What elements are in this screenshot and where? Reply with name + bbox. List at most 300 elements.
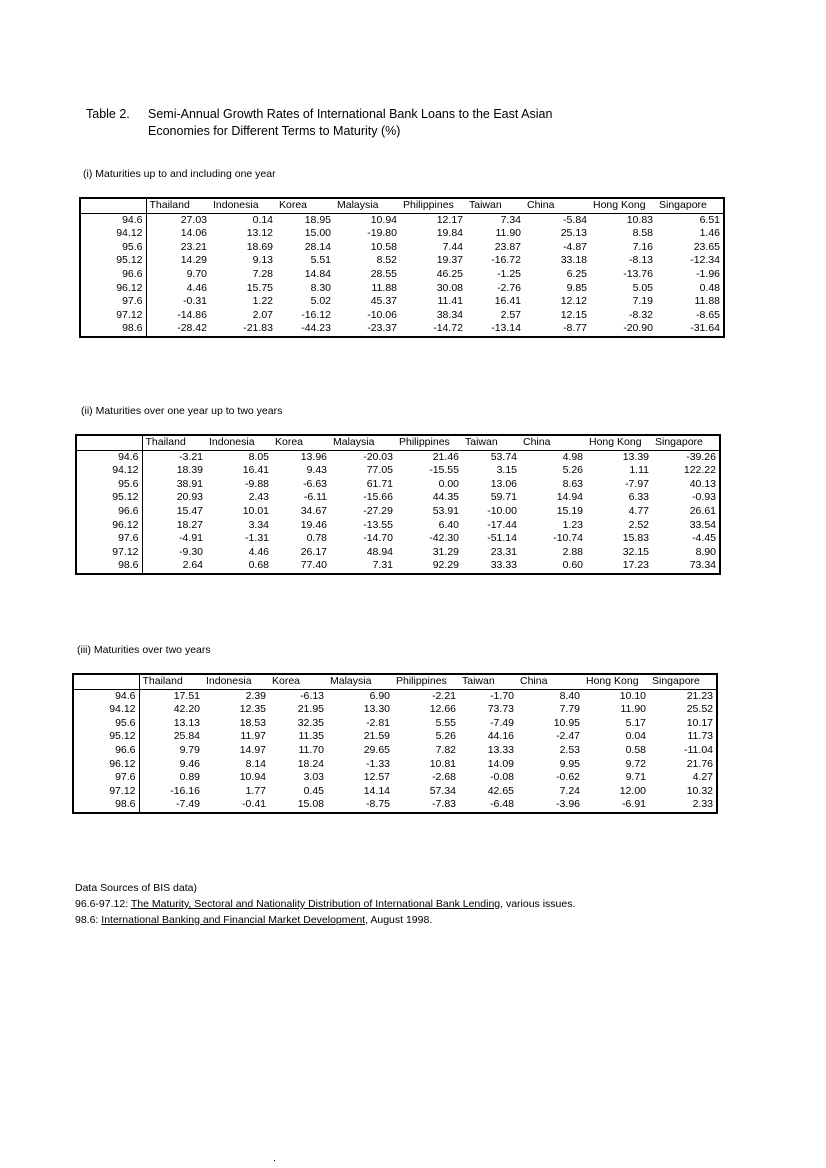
table-cell: -7.49 (176, 798, 200, 811)
header-row (76, 435, 720, 450)
table-cell: 32.15 (622, 545, 649, 558)
table-row (73, 689, 717, 703)
table-cell: 13.96 (300, 450, 327, 463)
table-cell: 42.20 (173, 703, 200, 716)
table-cell: 1.22 (252, 295, 273, 308)
table-row (76, 505, 720, 519)
table-row (76, 559, 720, 574)
table-cell: -1.96 (696, 267, 720, 280)
table-cell: 34.67 (300, 504, 327, 517)
table-cell: 15.47 (176, 504, 203, 517)
source-1-suffix: , various issues. (500, 898, 576, 910)
table-cell: 6.33 (628, 491, 649, 504)
table-cell: 10.01 (242, 504, 269, 517)
table-cell: 10.32 (686, 784, 713, 797)
source-1-period: 96.6-97.12: (75, 898, 131, 910)
table-cell: 73.73 (487, 703, 514, 716)
table-cell: 42.65 (487, 784, 514, 797)
column-header: Malaysia (334, 198, 400, 213)
table-cell: 18.69 (246, 240, 273, 253)
table-cell: 10.94 (239, 771, 266, 784)
growth-table-medium-term (75, 434, 721, 575)
table-cell: -1.25 (497, 267, 521, 280)
row-label: 96.12 (80, 282, 146, 296)
table-cell: 14.09 (487, 757, 514, 770)
table-row (80, 309, 724, 323)
column-header: Hong Kong (583, 674, 649, 689)
column-header: China (524, 198, 590, 213)
table-cell: 9.13 (252, 254, 273, 267)
table-cell: -7.97 (625, 477, 649, 490)
row-label: 98.6 (80, 322, 146, 337)
table-cell: 26.17 (300, 545, 327, 558)
column-header: China (517, 674, 583, 689)
table-cell: -17.44 (487, 518, 517, 531)
table-cell: 26.61 (689, 504, 716, 517)
table-cell: 16.41 (494, 295, 521, 308)
source-1-title: The Maturity, Sectoral and Nationality Distribution of International Bank Lending (130, 898, 501, 910)
table-cell: -42.30 (429, 532, 459, 545)
table-cell: 9.70 (186, 267, 207, 280)
table-cell: 11.88 (694, 295, 720, 308)
table-row (80, 241, 724, 255)
column-header: Malaysia (327, 674, 393, 689)
table-cell: -16.72 (491, 254, 521, 267)
table-cell: 23.31 (490, 545, 517, 558)
table-cell: 2.52 (628, 518, 649, 531)
table-cell: 15.75 (246, 281, 273, 294)
table-cell: -6.11 (303, 491, 327, 504)
table-cell: 4.98 (562, 450, 583, 463)
row-label: 95.6 (73, 717, 139, 731)
table-cell: -10.74 (553, 532, 583, 545)
table-cell: 13.06 (490, 477, 517, 490)
table-cell: 9.72 (625, 757, 646, 770)
table-row (73, 703, 717, 717)
table-cell: 9.79 (179, 743, 200, 756)
column-header: China (520, 435, 586, 450)
column-header: Hong Kong (590, 198, 656, 213)
row-label: 97.6 (76, 532, 142, 546)
table-cell: -10.06 (367, 308, 397, 321)
row-label: 95.12 (80, 254, 146, 268)
table-cell: 57.34 (429, 784, 456, 797)
row-label: 95.6 (76, 478, 142, 492)
table-cell: -8.13 (629, 254, 653, 267)
table-cell: 14.29 (180, 254, 207, 267)
table-cell: 2.07 (252, 308, 273, 321)
table-row (76, 519, 720, 533)
table-cell: 12.57 (363, 771, 390, 784)
table-cell: 33.54 (689, 518, 716, 531)
table-cell: 10.58 (370, 240, 397, 253)
table-cell: -8.75 (366, 798, 390, 811)
table-row (76, 546, 720, 560)
table-cell: 23.87 (494, 240, 521, 253)
table-cell: -11.04 (684, 743, 713, 756)
table-cell: 19.46 (300, 518, 327, 531)
table-cell: -5.84 (563, 213, 587, 226)
table-cell: -51.14 (487, 532, 517, 545)
table-cell: 2.43 (248, 491, 269, 504)
table-cell: 27.03 (180, 213, 207, 226)
table-cell: 15.08 (297, 798, 324, 811)
table-cell: -14.72 (433, 322, 463, 335)
table-row (80, 227, 724, 241)
table-row (73, 758, 717, 772)
table-cell: 7.82 (435, 743, 456, 756)
table-cell: -21.83 (243, 322, 273, 335)
table-row (76, 478, 720, 492)
column-header: Korea (272, 435, 330, 450)
row-label: 95.12 (76, 491, 142, 505)
table-cell: 3.34 (248, 518, 269, 531)
table-cell: -4.45 (692, 532, 716, 545)
row-label: 95.12 (73, 730, 139, 744)
table-cell: 77.40 (300, 559, 327, 572)
table-cell: 25.84 (173, 730, 200, 743)
row-label: 98.6 (73, 798, 139, 813)
table-cell: 23.65 (693, 240, 720, 253)
source-2-title: International Banking and Financial Market Development (101, 914, 366, 926)
table-cell: 11.90 (495, 227, 521, 240)
table-cell: 11.73 (687, 730, 713, 743)
column-header: Indonesia (206, 435, 272, 450)
table-cell: 12.35 (239, 703, 266, 716)
row-label: 95.6 (80, 241, 146, 255)
table-cell: 19.84 (436, 227, 463, 240)
table-cell: 16.41 (242, 464, 269, 477)
table-cell: -44.23 (301, 322, 331, 335)
table-cell: -0.31 (183, 295, 207, 308)
table-title (86, 106, 552, 140)
table-row (73, 717, 717, 731)
table-cell: 10.95 (553, 716, 580, 729)
column-header: Indonesia (203, 674, 269, 689)
table-cell: 14.94 (556, 491, 583, 504)
table-cell: -9.30 (179, 545, 203, 558)
header-corner (80, 198, 146, 213)
table-cell: 13.13 (173, 716, 200, 729)
table-cell: 38.91 (176, 477, 203, 490)
table-cell: -8.65 (696, 308, 720, 321)
table-cell: -2.76 (497, 281, 521, 294)
table-cell: 1.77 (245, 784, 266, 797)
table-cell: 14.06 (180, 227, 207, 240)
table-cell: 15.00 (304, 227, 331, 240)
table-cell: -4.87 (563, 240, 587, 253)
table-cell: 28.14 (304, 240, 331, 253)
table-cell: 46.25 (436, 267, 463, 280)
table-cell: 33.33 (490, 559, 517, 572)
table-row (80, 282, 724, 296)
table-cell: 45.37 (370, 295, 397, 308)
column-header: Singapore (656, 198, 724, 213)
table-cell: 18.95 (304, 213, 331, 226)
table-cell: 92.29 (432, 559, 459, 572)
table-cell: 11.70 (298, 743, 324, 756)
table-cell: 10.17 (686, 716, 713, 729)
table-cell: 9.85 (566, 281, 587, 294)
caption-table-1: (i) Maturities up to and including one year (83, 168, 276, 180)
column-header: Thailand (146, 198, 210, 213)
table-cell: -15.55 (429, 464, 459, 477)
column-header: Singapore (652, 435, 720, 450)
table-cell: 5.26 (562, 464, 583, 477)
table-cell: 77.05 (366, 464, 393, 477)
table-cell: 73.34 (689, 559, 716, 572)
table-cell: 12.00 (619, 784, 646, 797)
table-cell: 0.60 (562, 559, 583, 572)
caption-table-2: (ii) Maturities over one year up to two years (81, 405, 283, 417)
table-cell: 2.39 (245, 689, 266, 702)
header-row (80, 198, 724, 213)
table-cell: 13.33 (487, 743, 514, 756)
row-label: 97.6 (73, 771, 139, 785)
table-cell: -10.00 (487, 504, 517, 517)
table-cell: 48.94 (366, 545, 393, 558)
table-cell: 14.97 (239, 743, 266, 756)
table-cell: 0.45 (303, 784, 324, 797)
table-cell: 21.95 (297, 703, 324, 716)
table-cell: -12.34 (690, 254, 720, 267)
table-cell: 9.43 (306, 464, 327, 477)
table-cell: -2.81 (366, 716, 390, 729)
table-cell: 2.64 (182, 559, 203, 572)
table-cell: 21.46 (432, 450, 459, 463)
table-cell: 33.18 (560, 254, 587, 267)
table-cell: -6.91 (622, 798, 646, 811)
table-cell: -27.29 (363, 504, 393, 517)
table-cell: -4.91 (179, 532, 203, 545)
table-cell: 40.13 (689, 477, 716, 490)
table-cell: -31.64 (690, 322, 720, 335)
table-cell: 122.22 (683, 464, 716, 477)
table-cell: -1.33 (366, 757, 390, 770)
table-cell: 14.84 (304, 267, 331, 280)
table-row (80, 295, 724, 309)
table-cell: 8.40 (559, 689, 580, 702)
table-cell: 0.68 (248, 559, 269, 572)
table-cell: -8.32 (629, 308, 653, 321)
table-cell: 11.97 (240, 730, 266, 743)
table-cell: 3.03 (303, 771, 324, 784)
table-cell: 0.58 (625, 743, 646, 756)
table-cell: 0.00 (438, 477, 459, 490)
table-cell: -2.21 (432, 689, 456, 702)
table-cell: -3.96 (556, 798, 580, 811)
table-cell: 6.90 (369, 689, 390, 702)
table-cell: 44.16 (487, 730, 514, 743)
table-cell: -8.77 (563, 322, 587, 335)
table-cell: 12.15 (560, 308, 587, 321)
table-cell: -13.76 (623, 267, 653, 280)
table-cell: 10.83 (626, 213, 653, 226)
table-cell: 11.41 (437, 295, 463, 308)
table-cell: 28.55 (370, 267, 397, 280)
column-header: Philippines (400, 198, 466, 213)
table-cell: 13.30 (363, 703, 390, 716)
table-cell: 11.90 (620, 703, 646, 716)
table-cell: -2.47 (556, 730, 580, 743)
row-label: 96.12 (76, 519, 142, 533)
row-label: 97.6 (80, 295, 146, 309)
table-cell: 8.90 (695, 545, 716, 558)
row-label: 94.6 (80, 213, 146, 227)
table-cell: -2.68 (432, 771, 456, 784)
growth-table-short-term (79, 197, 725, 338)
table-cell: 38.34 (436, 308, 463, 321)
table-cell: 4.27 (692, 771, 713, 784)
table-cell: 53.91 (432, 504, 459, 517)
table-row (80, 268, 724, 282)
table-cell: -6.48 (490, 798, 514, 811)
table-cell: 8.05 (248, 450, 269, 463)
header-row (73, 674, 717, 689)
table-cell: 11.88 (371, 281, 397, 294)
table-row (76, 450, 720, 464)
table-cell: 7.34 (500, 213, 521, 226)
table-cell: 5.05 (632, 281, 653, 294)
table-cell: -14.86 (177, 308, 207, 321)
table-cell: -28.42 (177, 322, 207, 335)
column-header: Thailand (139, 674, 203, 689)
table-cell: 6.25 (566, 267, 587, 280)
table-cell: 1.23 (562, 518, 583, 531)
table-row (73, 798, 717, 813)
table-cell: -1.31 (245, 532, 269, 545)
table-cell: 19.37 (436, 254, 463, 267)
table-cell: 1.46 (699, 227, 720, 240)
table-cell: 8.63 (562, 477, 583, 490)
column-header: Korea (276, 198, 334, 213)
table-cell: 0.14 (252, 213, 273, 226)
table-cell: 6.51 (699, 213, 720, 226)
column-header: Taiwan (466, 198, 524, 213)
table-cell: 32.35 (297, 716, 324, 729)
table-cell: 4.46 (186, 281, 207, 294)
table-cell: -7.49 (490, 716, 514, 729)
title-line-2: Economies for Different Terms to Maturity (%) (148, 124, 401, 138)
table-cell: -6.63 (303, 477, 327, 490)
table-cell: 17.23 (622, 559, 649, 572)
table-cell: 5.02 (310, 295, 331, 308)
table-cell: 11.35 (298, 730, 324, 743)
table-cell: -0.08 (490, 771, 514, 784)
row-label: 94.6 (73, 689, 139, 703)
table-cell: 5.51 (310, 254, 331, 267)
table-cell: -0.62 (556, 771, 580, 784)
table-cell: 2.53 (559, 743, 580, 756)
title-line-1: Semi-Annual Growth Rates of International Bank Loans to the East Asian (148, 107, 553, 121)
table-cell: -0.93 (692, 491, 716, 504)
column-header: Thailand (142, 435, 206, 450)
table-cell: 30.08 (436, 281, 463, 294)
table-cell: 7.79 (559, 703, 580, 716)
data-sources (75, 880, 575, 928)
caption-table-3: (iii) Maturities over two years (77, 644, 211, 656)
table-cell: -15.66 (363, 491, 393, 504)
table-row (73, 730, 717, 744)
column-header: Philippines (393, 674, 459, 689)
header-corner (76, 435, 142, 450)
page-speck (274, 1160, 275, 1161)
table-cell: 5.17 (625, 716, 646, 729)
table-cell: 3.15 (496, 464, 517, 477)
table-cell: 15.83 (622, 532, 649, 545)
row-label: 94.12 (73, 703, 139, 717)
table-cell: -39.26 (686, 450, 716, 463)
table-cell: 5.55 (435, 716, 456, 729)
table-cell: 5.26 (435, 730, 456, 743)
table-cell: -3.21 (179, 450, 203, 463)
table-cell: 31.29 (432, 545, 459, 558)
table-cell: 0.78 (306, 532, 327, 545)
row-label: 97.12 (73, 785, 139, 799)
table-cell: -20.03 (363, 450, 393, 463)
table-cell: 23.21 (180, 240, 207, 253)
table-cell: -23.37 (367, 322, 397, 335)
table-cell: -14.70 (363, 532, 393, 545)
table-cell: 4.46 (248, 545, 269, 558)
table-cell: 12.17 (436, 213, 463, 226)
source-2-suffix: , August 1998. (365, 914, 433, 926)
table-cell: 2.88 (562, 545, 583, 558)
table-cell: 61.71 (366, 477, 393, 490)
table-cell: 7.19 (632, 295, 653, 308)
table-cell: 0.04 (625, 730, 646, 743)
table-cell: 2.33 (692, 798, 713, 811)
table-cell: 7.44 (442, 240, 463, 253)
table-cell: 8.58 (632, 227, 653, 240)
table-cell: -13.14 (491, 322, 521, 335)
table-cell: 9.95 (559, 757, 580, 770)
row-label: 96.12 (73, 758, 139, 772)
table-cell: 25.52 (686, 703, 713, 716)
table-cell: 4.77 (628, 504, 649, 517)
header-corner (73, 674, 139, 689)
column-header: Korea (269, 674, 327, 689)
column-header: Taiwan (459, 674, 517, 689)
column-header: Malaysia (330, 435, 396, 450)
table-cell: 21.59 (363, 730, 390, 743)
row-label: 96.6 (76, 505, 142, 519)
table-cell: 8.30 (310, 281, 331, 294)
table-cell: 0.89 (179, 771, 200, 784)
table-cell: 21.76 (686, 757, 713, 770)
row-label: 94.12 (80, 227, 146, 241)
source-line-2 (75, 912, 575, 928)
table-cell: 7.24 (559, 784, 580, 797)
table-cell: 13.39 (622, 450, 649, 463)
table-row (80, 254, 724, 268)
table-cell: 14.14 (363, 784, 390, 797)
table-row (76, 532, 720, 546)
table-cell: 17.51 (173, 689, 200, 702)
table-cell: -16.12 (301, 308, 331, 321)
column-header: Taiwan (462, 435, 520, 450)
growth-table-long-term (72, 673, 718, 814)
row-label: 97.12 (80, 309, 146, 323)
column-header: Singapore (649, 674, 717, 689)
table-cell: 53.74 (490, 450, 517, 463)
table-cell: 10.94 (370, 213, 397, 226)
column-header: Indonesia (210, 198, 276, 213)
table-row (80, 213, 724, 227)
table-row (73, 744, 717, 758)
table-cell: -9.88 (245, 477, 269, 490)
table-cell: 8.52 (376, 254, 397, 267)
